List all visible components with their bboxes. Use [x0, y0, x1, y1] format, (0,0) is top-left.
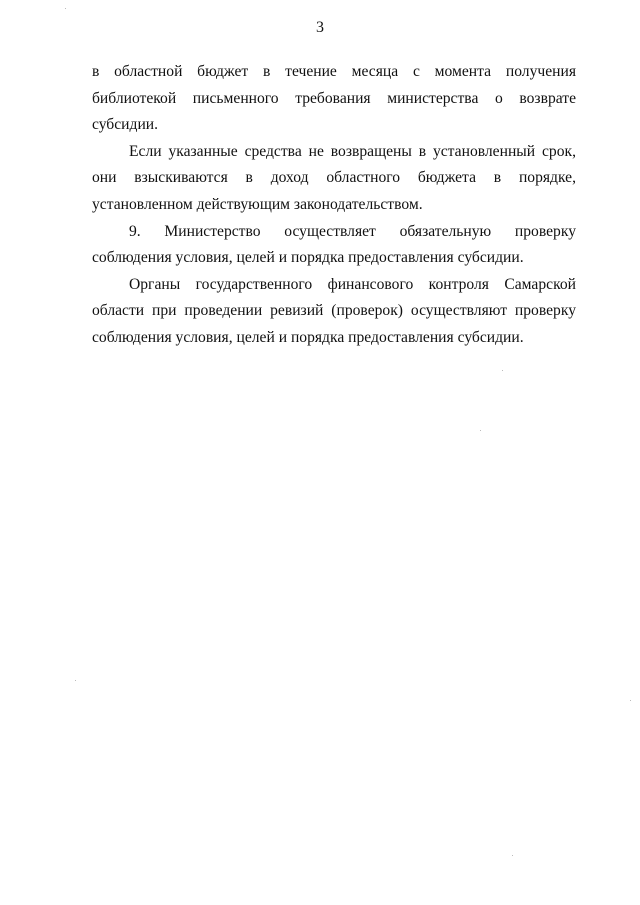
page-number: 3: [316, 19, 324, 36]
paragraph-recovery: Если указанные средства не возвращены в установленный срок, они взыскиваются в доход областного бюджета в порядке, установленном действующим законодательством.: [92, 142, 576, 213]
scan-speck: [512, 855, 513, 856]
paragraph-financial-control: Органы государственного финансового контроля Самарской области при проведении ревизий (проверок) осуществляют проверку соблюдения условия, целей и порядка предоставления субсидии.: [92, 275, 576, 346]
scan-speck: [75, 680, 76, 681]
paragraph-subsidy-return: в областной бюджет в течение месяца с момента получения библиотекой письменного требования министерства о возврате субсидии.: [92, 63, 576, 134]
scan-speck: [65, 8, 66, 9]
scan-speck: [630, 700, 631, 701]
paragraph-ministry-check: 9. Министерство осуществляет обязательную проверку соблюдения условия, целей и порядка предоставления субсидии.: [92, 222, 576, 267]
scan-speck: [480, 430, 481, 431]
document-body: [92, 59, 576, 352]
scan-speck: [502, 370, 503, 371]
